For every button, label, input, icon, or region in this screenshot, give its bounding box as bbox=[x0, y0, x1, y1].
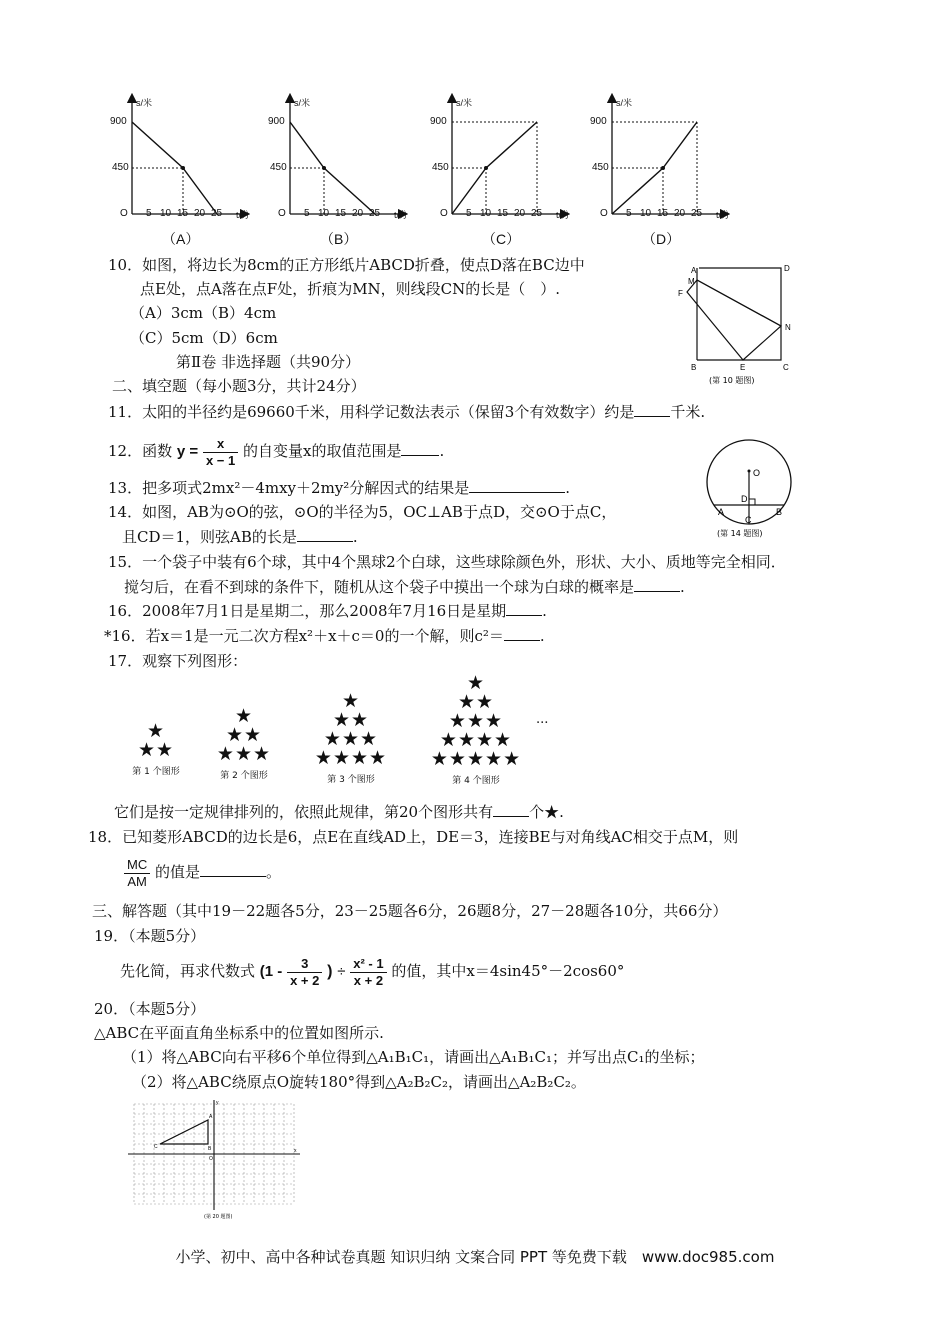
star-row: ★★ bbox=[332, 709, 370, 731]
q17-answer-blank[interactable] bbox=[493, 802, 529, 817]
graph-ytick-450: 450 bbox=[432, 162, 449, 173]
q12-y: y = bbox=[176, 443, 199, 460]
graph-ylabel: s/米 bbox=[456, 98, 473, 108]
graph-xtick: 5 bbox=[626, 208, 632, 219]
q19-numerator-1: 3 bbox=[287, 956, 322, 973]
star-row: ★ bbox=[466, 672, 486, 694]
q19-denominator-1: x + 2 bbox=[290, 972, 320, 988]
graph-xtick: 10 bbox=[318, 208, 330, 219]
star-row: ★ bbox=[341, 690, 361, 712]
q17-text: 17．观察下列图形： bbox=[108, 652, 248, 670]
q11-text: 11．太阳的半径约是69660千米，用科学记数法表示（保留3个有效数字）约是 bbox=[108, 403, 635, 421]
q10-option-cd: （C）5cm（D）6cm bbox=[130, 329, 278, 347]
graph-d bbox=[612, 98, 725, 214]
q18-numerator: MC bbox=[124, 857, 150, 874]
q20-label-y: y bbox=[216, 1100, 219, 1106]
graph-xlabel: t/分 bbox=[236, 210, 251, 220]
q14-figure bbox=[700, 436, 800, 544]
star-row: ★★★★ bbox=[439, 729, 513, 751]
graph-xtick: 10 bbox=[480, 208, 492, 219]
q12-tail: . bbox=[439, 442, 445, 460]
graph-xtick: 20 bbox=[194, 208, 206, 219]
graph-xtick: 25 bbox=[369, 208, 381, 219]
q17-caption-3: 第 3 个图形 bbox=[327, 775, 375, 785]
graph-a bbox=[132, 98, 245, 214]
q10-label-e: E bbox=[740, 363, 746, 372]
graph-ytick-900: 900 bbox=[430, 116, 447, 127]
graph-caption: （B） bbox=[320, 231, 358, 247]
q10-fig-caption: (第 10 题图) bbox=[709, 376, 755, 385]
q20-label-x: x bbox=[294, 1148, 297, 1154]
q19-post: 的值，其中x＝4sin45°－2cos60° bbox=[391, 962, 625, 980]
q10-label-b: B bbox=[691, 363, 697, 372]
graph-xtick: 20 bbox=[674, 208, 686, 219]
q17-caption-1: 第 1 个图形 bbox=[132, 767, 180, 777]
q17-figure-2 bbox=[208, 707, 280, 781]
graph-ylabel: s/米 bbox=[294, 98, 311, 108]
q14-fig-caption: (第 14 题图) bbox=[717, 529, 763, 538]
graph-xlabel: t/分 bbox=[556, 210, 571, 220]
q17-conclusion-pre: 它们是按一定规律排列的，依照此规律，第20个图形共有 bbox=[114, 803, 494, 821]
q12-post: 的自变量x的取值范围是 bbox=[243, 442, 402, 460]
q17-caption-4: 第 4 个图形 bbox=[452, 776, 500, 786]
graph-xtick: 15 bbox=[177, 208, 189, 219]
q10-label-d: D bbox=[784, 264, 790, 273]
graph-origin: O bbox=[600, 208, 608, 219]
q10-label-f: F bbox=[678, 289, 683, 298]
q11-tail: 千米. bbox=[670, 403, 706, 421]
q17-conclusion-post: 个★. bbox=[529, 803, 564, 821]
graph-xtick: 5 bbox=[304, 208, 310, 219]
q15-line2 bbox=[124, 577, 685, 597]
graph-xtick: 5 bbox=[146, 208, 152, 219]
q12-denominator: x − 1 bbox=[205, 452, 236, 468]
graph-origin: O bbox=[440, 208, 448, 219]
q14-label-a: A bbox=[718, 507, 725, 517]
star-row: ★★ bbox=[225, 724, 263, 746]
q17-figure-3 bbox=[310, 692, 392, 785]
q18-denominator: AM bbox=[127, 873, 147, 889]
q16 bbox=[108, 601, 547, 621]
star-row: ★★★★★ bbox=[430, 748, 522, 770]
q19-expression bbox=[120, 950, 624, 993]
section2-heading: 二、填空题（每小题3分，共计24分） bbox=[112, 377, 366, 395]
q15-text: 搅匀后，在看不到球的条件下，随机从这个袋子中摸出一个球为白球的概率是 bbox=[124, 578, 635, 596]
star-row: ★ bbox=[234, 705, 254, 727]
q11-answer-blank[interactable] bbox=[634, 402, 670, 417]
q20-line1: △ABC在平面直角坐标系中的位置如图所示. bbox=[94, 1024, 384, 1042]
q19-one: (1 - bbox=[259, 963, 283, 980]
graph-xtick: 15 bbox=[497, 208, 509, 219]
q20-line2: （1）将△ABC向右平移6个单位得到△A₁B₁C₁，请画出△A₁B₁C₁；并写出点C₁的坐标； bbox=[122, 1048, 705, 1066]
graph-caption: （C） bbox=[482, 231, 521, 247]
q19-title: 19．（本题5分） bbox=[94, 927, 206, 945]
q17-figure-1 bbox=[124, 722, 188, 777]
q14-label-c: C bbox=[745, 515, 752, 525]
q12-answer-blank[interactable] bbox=[401, 441, 439, 456]
q10-label-m: M bbox=[688, 277, 695, 286]
graph-xtick: 25 bbox=[211, 208, 223, 219]
graph-xtick: 20 bbox=[514, 208, 526, 219]
graph-caption: （D） bbox=[642, 231, 681, 247]
q16b-answer-blank[interactable] bbox=[504, 626, 540, 641]
star-row: ★★★ bbox=[323, 728, 379, 750]
q10-option-ab: （A）3cm（B）4cm bbox=[130, 304, 277, 322]
q10-figure bbox=[675, 262, 800, 387]
q16-tail: . bbox=[542, 602, 547, 620]
q20-label-c: C bbox=[154, 1144, 158, 1150]
q13-text: 13．把多项式2mx²－4mxy＋2my²分解因式的结果是 bbox=[108, 479, 470, 497]
part2-title: 第Ⅱ卷 非选择题（共90分） bbox=[176, 353, 361, 371]
q17-conclusion bbox=[114, 802, 564, 822]
q13-answer-blank[interactable] bbox=[469, 478, 565, 493]
q18-tail: 。 bbox=[266, 863, 282, 881]
graph-xtick: 10 bbox=[160, 208, 172, 219]
graph-origin: O bbox=[278, 208, 286, 219]
q16-answer-blank[interactable] bbox=[506, 601, 542, 616]
q10-line2: 点E处，点A落在点F处，折痕为MN，则线段CN的长是（ ）. bbox=[140, 280, 561, 298]
graph-xtick: 25 bbox=[531, 208, 543, 219]
q14-line2 bbox=[122, 527, 358, 547]
q20-fig-caption: (第 20 题图) bbox=[204, 1214, 233, 1220]
q14-label-d: D bbox=[741, 494, 748, 504]
graph-ytick-900: 900 bbox=[268, 116, 285, 127]
q16b bbox=[104, 626, 545, 646]
q17-caption-2: 第 2 个图形 bbox=[220, 771, 268, 781]
star-row: ★★★ bbox=[216, 743, 272, 765]
q16b-text: *16．若x＝1是一元二次方程x²＋x＋c＝0的一个解，则c²＝ bbox=[104, 627, 504, 645]
section3-heading: 三、解答题（其中19－22题各5分，23－25题各6分，26题8分，27－28题各10分，共66分） bbox=[92, 902, 728, 920]
q15-tail: . bbox=[680, 578, 685, 596]
q12-fraction bbox=[203, 436, 238, 469]
graph-ytick-450: 450 bbox=[270, 162, 287, 173]
graph-c bbox=[452, 98, 565, 214]
q11 bbox=[108, 402, 705, 422]
q16-text: 16．2008年7月1日是星期二，那么2008年7月16日是星期 bbox=[108, 602, 507, 620]
q19-fraction-2 bbox=[350, 956, 386, 989]
q10-label-n: N bbox=[785, 323, 791, 332]
q10-label-c: C bbox=[783, 363, 789, 372]
q12 bbox=[108, 432, 444, 471]
graph-xtick: 5 bbox=[466, 208, 472, 219]
graph-xlabel: t/分 bbox=[716, 210, 731, 220]
star-row: ★★★ bbox=[448, 710, 504, 732]
q20-label-b: B bbox=[208, 1146, 212, 1152]
graph-xtick: 25 bbox=[691, 208, 703, 219]
graph-xtick: 15 bbox=[657, 208, 669, 219]
q14-label-o: O bbox=[753, 468, 761, 478]
q20-label-a: A bbox=[209, 1114, 213, 1120]
q19-numerator-2: x² - 1 bbox=[350, 956, 386, 973]
q14-line1: 14．如图，AB为⊙O的弦，⊙O的半径为5，OC⊥AB于点D，交⊙O于点C， bbox=[108, 503, 617, 521]
q19-denominator-2: x + 2 bbox=[353, 972, 384, 988]
graph-xlabel: t/分 bbox=[394, 210, 409, 220]
graph-ylabel: s/米 bbox=[136, 98, 153, 108]
graph-ytick-900: 900 bbox=[590, 116, 607, 127]
q13-tail: . bbox=[565, 479, 571, 497]
q18-line2 bbox=[124, 852, 281, 892]
q19-fraction-1 bbox=[287, 956, 322, 989]
q18-post: 的值是 bbox=[155, 863, 201, 881]
graph-ytick-450: 450 bbox=[112, 162, 129, 173]
q14-tail: . bbox=[352, 528, 358, 546]
q18-answer-blank[interactable] bbox=[200, 862, 266, 877]
q19-pre: 先化简，再求代数式 bbox=[120, 962, 256, 980]
q12-numerator: x bbox=[203, 436, 238, 453]
q20-line3: （2）将△ABC绕原点O旋转180°得到△A₂B₂C₂，请画出△A₂B₂C₂。 bbox=[132, 1073, 586, 1091]
graph-origin: O bbox=[120, 208, 128, 219]
q15-line1: 15．一个袋子中装有6个球，其中4个黑球2个白球，这些球除颜色外，形状、大小、质地等完全相同． bbox=[108, 553, 786, 571]
q18-fraction bbox=[124, 857, 150, 890]
star-row: ★★ bbox=[137, 739, 175, 761]
q12-pre: 12．函数 bbox=[108, 442, 173, 460]
q17-ellipsis: ... bbox=[536, 712, 549, 727]
q16b-tail: . bbox=[539, 627, 545, 645]
q18-line1: 18．已知菱形ABCD的边长是6，点E在直线AD上，DE＝3，连接BE与对角线AC相交于点M，则 bbox=[88, 828, 739, 846]
q14-label-b: B bbox=[776, 507, 783, 517]
graph-ytick-900: 900 bbox=[110, 116, 127, 127]
q10-line1: 10．如图，将边长为8cm的正方形纸片ABCD折叠，使点D落在BC边中 bbox=[108, 256, 585, 274]
page-footer: 小学、初中、高中各种试卷真题 知识归纳 文案合同 PPT 等免费下载 www.doc985.com bbox=[175, 1248, 775, 1266]
graph-xtick: 10 bbox=[640, 208, 652, 219]
q20-coordinate-grid bbox=[124, 1098, 304, 1222]
q20-label-o: O bbox=[209, 1156, 213, 1162]
star-row: ★★★★ bbox=[314, 747, 388, 769]
graph-xtick: 20 bbox=[352, 208, 364, 219]
star-row: ★ bbox=[146, 720, 166, 742]
q17-figure-4 bbox=[424, 674, 528, 786]
graph-caption: （A） bbox=[162, 231, 200, 247]
graph-ytick-450: 450 bbox=[592, 162, 609, 173]
graph-xtick: 15 bbox=[335, 208, 347, 219]
q19-divide: ÷ bbox=[337, 963, 346, 980]
q20-title: 20．（本题5分） bbox=[94, 1000, 206, 1018]
q19-close-paren: ) bbox=[327, 963, 333, 980]
q14-answer-blank[interactable] bbox=[297, 527, 353, 542]
q13 bbox=[108, 478, 570, 498]
q10-label-a: A bbox=[691, 266, 697, 275]
graph-ylabel: s/米 bbox=[616, 98, 633, 108]
q14-text: 且CD＝1，则弦AB的长是 bbox=[122, 528, 297, 546]
star-row: ★★ bbox=[457, 691, 495, 713]
graph-b bbox=[290, 98, 403, 214]
q15-answer-blank[interactable] bbox=[634, 577, 680, 592]
